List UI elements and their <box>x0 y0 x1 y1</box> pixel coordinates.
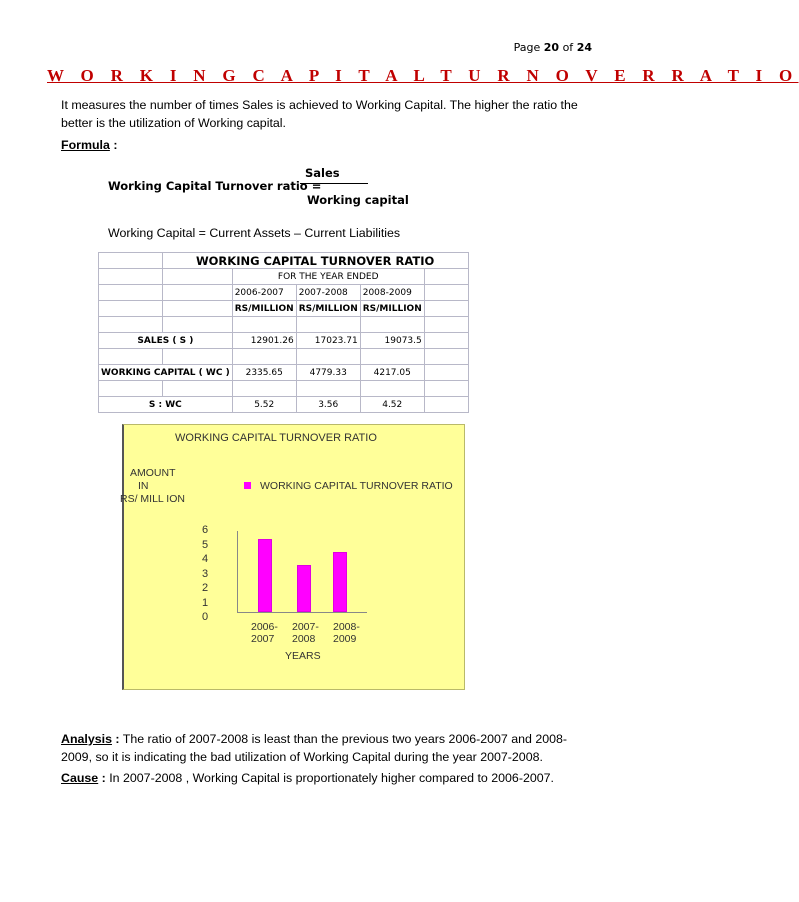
table-title: WORKING CAPITAL TURNOVER RATIO <box>162 253 468 269</box>
fraction-line <box>300 183 368 184</box>
formula-numerator: Sales <box>305 166 340 180</box>
table-cell <box>232 349 296 365</box>
x-tick-label <box>292 621 319 645</box>
table-cell <box>360 317 424 333</box>
table-cell <box>360 381 424 397</box>
x-tick-label <box>251 621 278 645</box>
cause-colon: : <box>98 771 106 785</box>
formula-label: Formula <box>61 138 110 152</box>
sales-value: 19073.5 <box>360 333 424 349</box>
chart-title: WORKING CAPITAL TURNOVER RATIO <box>175 432 377 444</box>
table-cell <box>424 285 468 301</box>
unit-header: RS/MILLION <box>360 301 424 317</box>
y-tick-label: 4 <box>201 553 209 565</box>
table-cell <box>296 349 360 365</box>
analysis-colon: : <box>111 732 120 746</box>
table-cell <box>162 317 232 333</box>
ratio-value: 3.56 <box>296 397 360 413</box>
table-cell <box>99 349 163 365</box>
ratio-table <box>98 252 469 413</box>
bar-0 <box>258 539 272 612</box>
table-cell <box>99 269 163 285</box>
cause-paragraph <box>61 771 591 785</box>
x-axis-line <box>237 612 367 613</box>
table-cell <box>99 253 163 269</box>
y-label-line: AMOUNT <box>130 467 176 479</box>
cause-label: Cause <box>61 771 99 785</box>
table-cell <box>296 381 360 397</box>
formula-colon: : <box>109 138 118 152</box>
wc-value: 4779.33 <box>296 365 360 381</box>
table-cell <box>424 269 468 285</box>
table-cell <box>162 269 232 285</box>
table-cell <box>424 301 468 317</box>
table-cell <box>162 381 232 397</box>
unit-header: RS/MILLION <box>232 301 296 317</box>
page-total: 24 <box>576 41 592 54</box>
y-tick-label: 6 <box>201 524 209 536</box>
y-axis-line <box>237 531 238 613</box>
analysis-paragraph <box>61 730 591 766</box>
y-tick-label: 1 <box>201 596 209 609</box>
table-subtitle: FOR THE YEAR ENDED <box>232 269 424 285</box>
y-tick-label: 2 <box>201 582 209 594</box>
table-cell <box>424 397 468 413</box>
working-capital-definition: Working Capital = Current Assets – Current Liabilities <box>108 226 401 240</box>
y-tick-label: 5 <box>201 538 209 551</box>
analysis-text: The ratio of 2007-2008 is least than the previous two years 2006-2007 and 2008- 2009, so it is indicating the bad utilization of Working Capital during the year 2007-2008. <box>61 732 568 764</box>
ratio-value: 4.52 <box>360 397 424 413</box>
table-cell <box>232 317 296 333</box>
year-header: 2006-2007 <box>232 285 296 301</box>
table-cell <box>296 317 360 333</box>
year-header: 2008-2009 <box>360 285 424 301</box>
table-cell <box>360 349 424 365</box>
table-cell <box>99 317 163 333</box>
x-tick-line: 2008 <box>292 633 316 645</box>
table-cell <box>162 301 232 317</box>
x-tick-line: 2008- <box>333 621 360 633</box>
formula-denominator: Working capital <box>307 193 409 207</box>
table-cell <box>162 285 232 301</box>
chart-y-label <box>120 467 185 506</box>
sales-value: 17023.71 <box>296 333 360 349</box>
intro-paragraph: It measures the number of times Sales is achieved to Working Capital. The higher the ratio the better is the utilization of Working capital. <box>61 98 578 130</box>
table-cell <box>99 301 163 317</box>
row-label-sales: SALES ( S ) <box>99 333 233 349</box>
unit-header: RS/MILLION <box>296 301 360 317</box>
page-label: Page <box>513 41 541 54</box>
y-tick-label: 3 <box>201 567 209 580</box>
row-label-working-capital: WORKING CAPITAL ( WC ) <box>99 365 233 381</box>
x-tick-line: 2007 <box>251 633 275 645</box>
table-cell <box>99 285 163 301</box>
analysis-heading <box>61 732 120 746</box>
table-cell <box>232 381 296 397</box>
table-cell <box>424 365 468 381</box>
table-cell <box>424 349 468 365</box>
cause-heading <box>61 771 106 785</box>
ratio-value: 5.52 <box>232 397 296 413</box>
x-tick-label <box>333 621 360 645</box>
wc-value: 4217.05 <box>360 365 424 381</box>
x-tick-line: 2006- <box>251 621 278 633</box>
table-cell <box>162 349 232 365</box>
legend-swatch <box>244 482 251 489</box>
bar-1 <box>297 565 311 612</box>
page-number <box>514 41 592 54</box>
y-tick-label: 0 <box>201 611 209 623</box>
page-of-label: of <box>562 41 574 54</box>
page-current: 20 <box>543 41 560 54</box>
legend-label: WORKING CAPITAL TURNOVER RATIO <box>260 480 453 492</box>
x-tick-line: 2009 <box>333 633 357 645</box>
x-axis-label: YEARS <box>285 650 321 662</box>
formula-heading <box>61 138 117 152</box>
table-cell <box>99 381 163 397</box>
cause-text: In 2007-2008 , Working Capital is proportionately higher compared to 2006-2007. <box>105 771 554 785</box>
table-cell <box>424 381 468 397</box>
table-cell <box>424 333 468 349</box>
year-header: 2007-2008 <box>296 285 360 301</box>
table-cell <box>424 317 468 333</box>
page-title: W O R K I N G C A P I T A L T U R N O V E R R A T I O <box>47 66 799 85</box>
bar-2 <box>333 552 347 612</box>
formula-lhs: Working Capital Turnover ratio = <box>108 179 322 193</box>
analysis-label: Analysis <box>61 732 112 746</box>
wc-value: 2335.65 <box>232 365 296 381</box>
sales-value: 12901.26 <box>232 333 296 349</box>
x-tick-line: 2007- <box>292 621 319 633</box>
row-label-ratio: S : WC <box>99 397 233 413</box>
y-label-line: RS/ MILL ION <box>120 493 185 505</box>
y-label-line: IN <box>138 480 149 492</box>
